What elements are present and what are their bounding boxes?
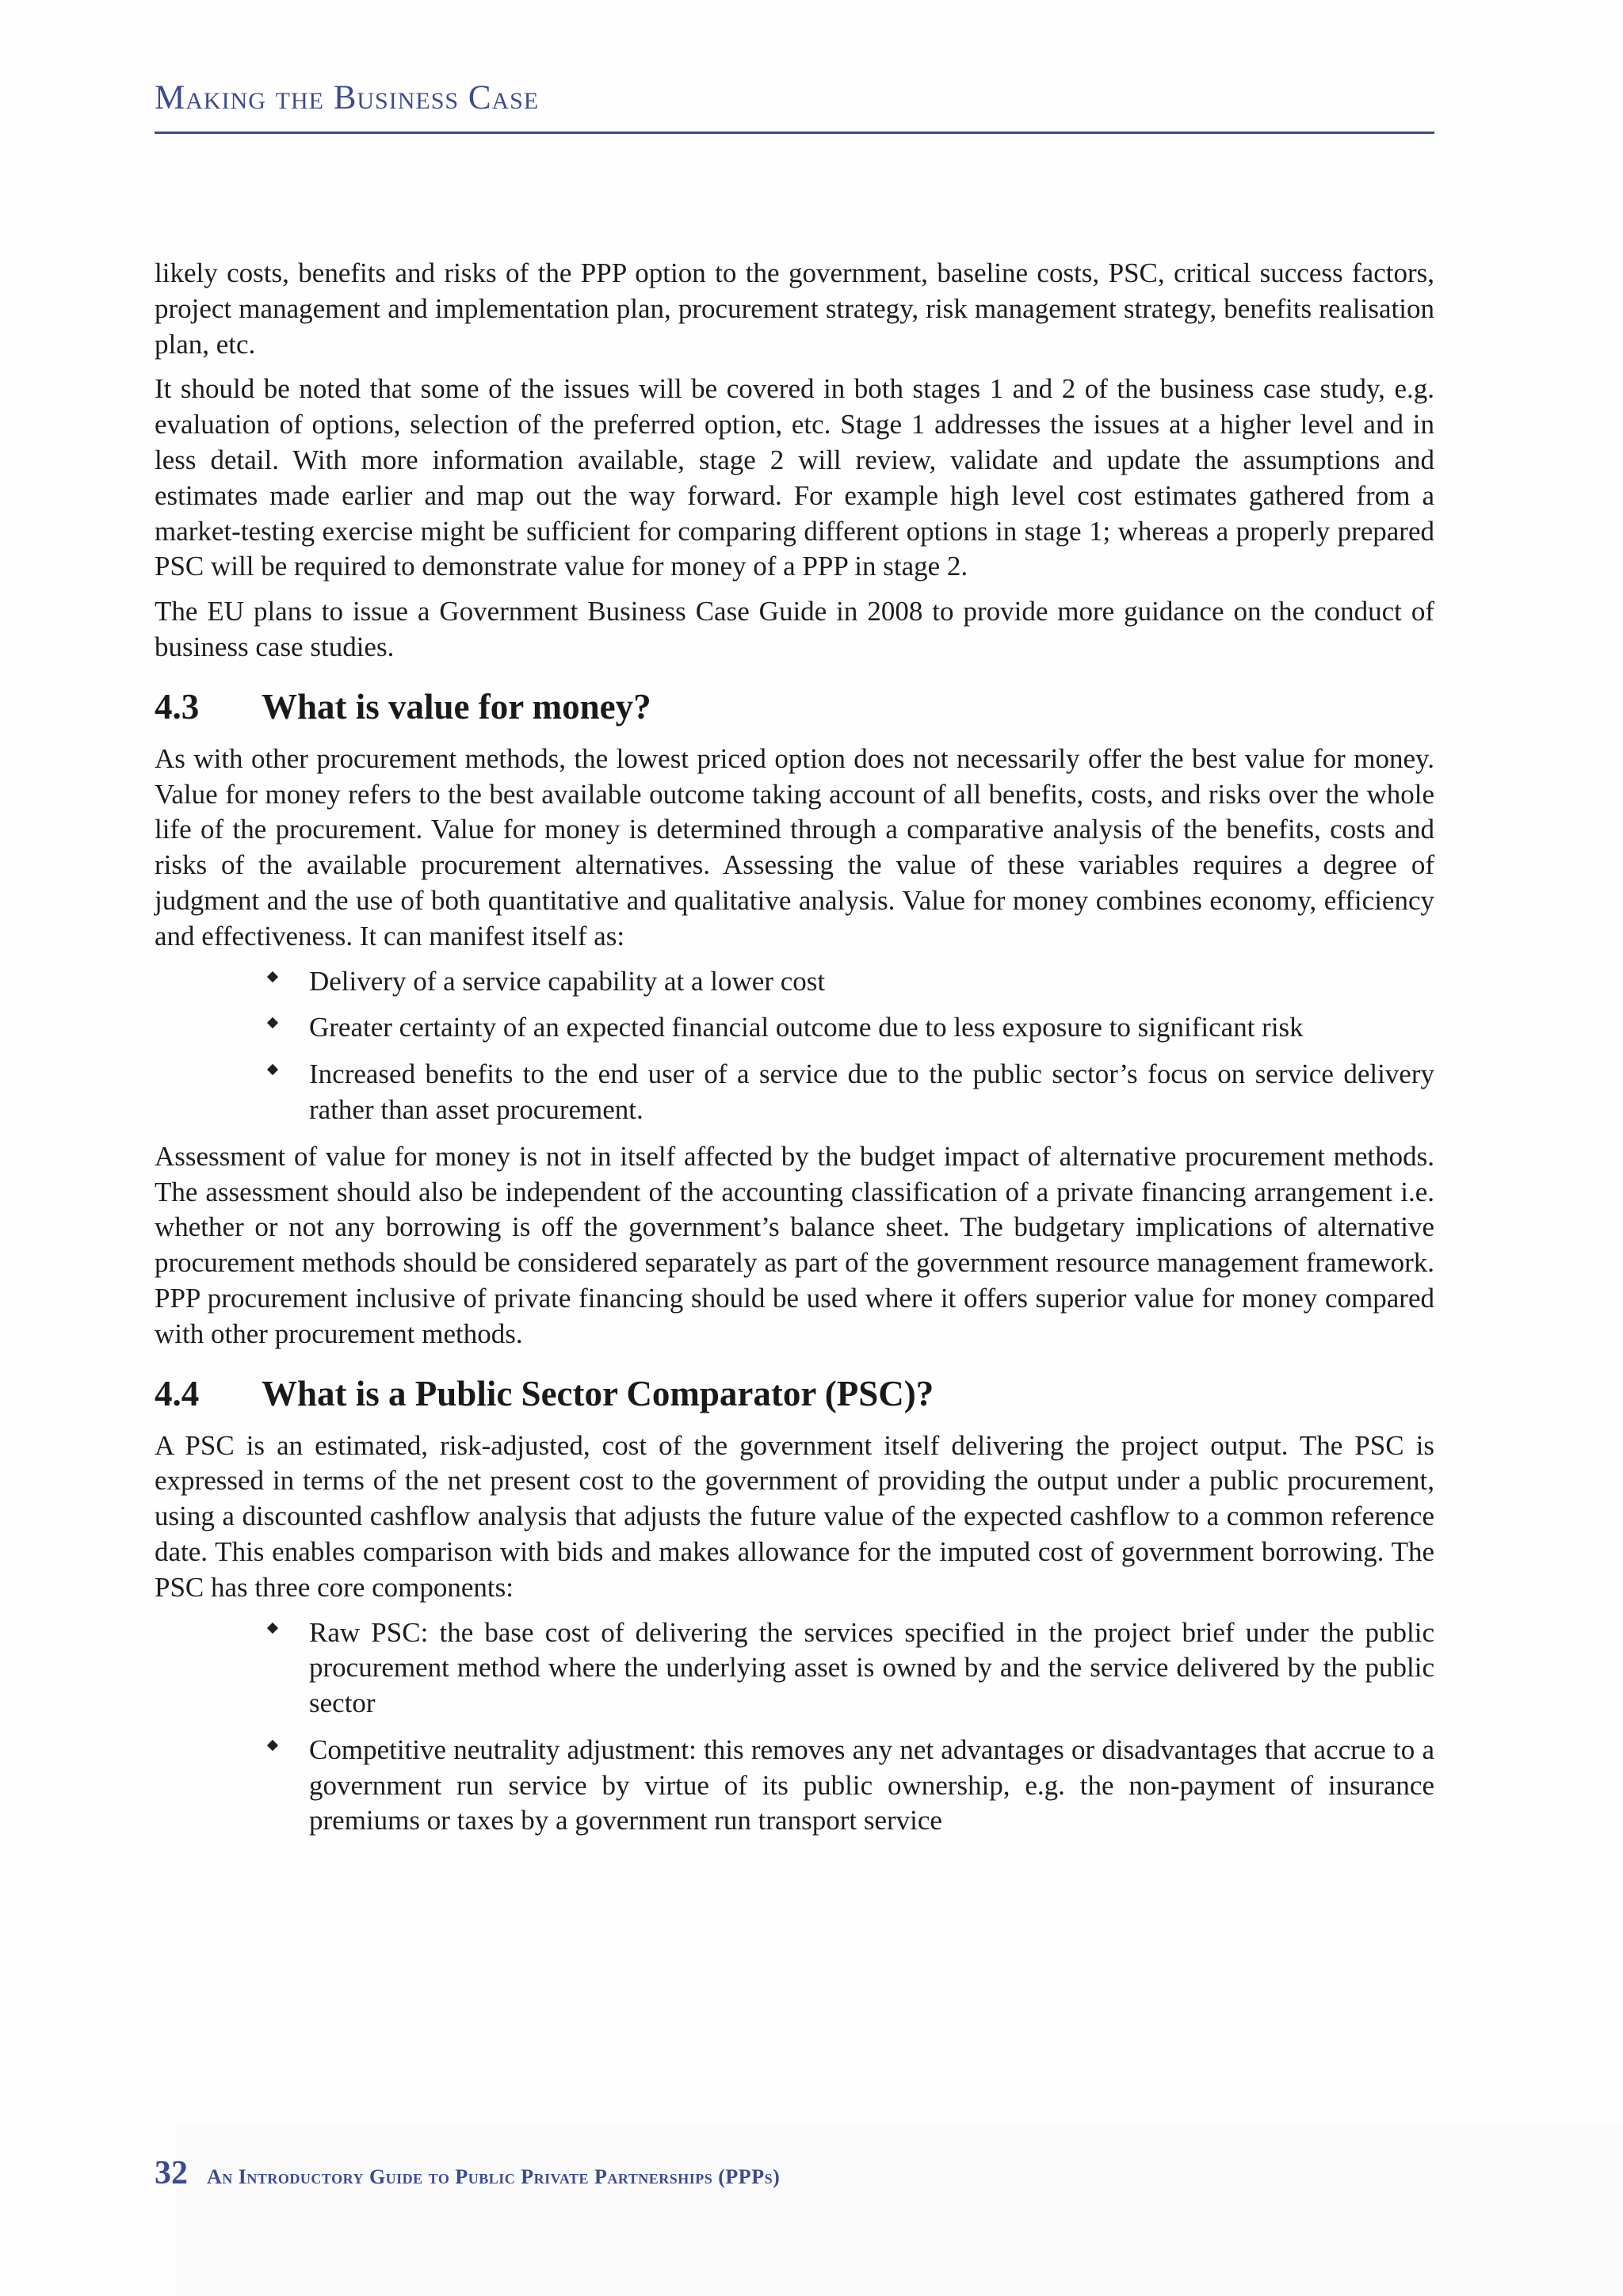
list-item-text: Raw PSC: the base cost of delivering the services specified in the project brief under the public procurement method where the underlying asset is owned by and the service delivered by the public sector: [309, 1616, 1434, 1719]
section-4-3: [155, 685, 1434, 1352]
section-number-4-4: 4.4: [155, 1373, 200, 1413]
section-title-4-4: What is a Public Sector Comparator (PSC)?: [262, 1373, 934, 1413]
section-heading-4-4: [155, 1371, 1434, 1416]
section-title-4-3: What is value for money?: [262, 686, 651, 727]
diamond-bullet-icon: [266, 1622, 279, 1634]
running-footer: [155, 2157, 780, 2190]
value-for-money-assessment-paragraph: Assessment of value for money is not in itself affected by the budget impact of alternative procurement methods. The assessment should also be independent of the accounting classification of a private financing arrangement i.e. whether or not any borrowing is off the government’s balance sheet. The budgetary implications of alternative procurement methods should be considered separately as part of the government resource management framework. PPP procurement inclusive of private financing should be used where it offers superior value for money compared with other procurement methods.: [155, 1140, 1434, 1349]
header-title: Making the Business Case: [155, 79, 540, 116]
diamond-bullet-icon: [266, 1739, 279, 1752]
section-heading-4-3: [155, 685, 1434, 729]
list-item: [155, 964, 1434, 1000]
list-item-text: Greater certainty of an expected financial outcome due to less exposure to significant risk: [309, 1012, 1304, 1043]
running-header: [155, 76, 1434, 134]
paragraph-eu-guide: The EU plans to issue a Government Business Case Guide in 2008 to provide more guidance on the conduct of business case studies.: [155, 596, 1434, 662]
guide-title: An Introductory Guide to Public Private Partnerships (PPPs): [207, 2165, 781, 2188]
paragraph-stages-note: It should be noted that some of the issues will be covered in both stages 1 and 2 of the business case study, e.g. evaluation of options, selection of the preferred option, etc. Stage 1 addresses the issues at a higher level and in less detail. With more information available, stage 2 will review, validate and update the assumptions and estimates made earlier and map out the way forward. For example high level cost estimates gathered from a market-testing exercise might be sufficient for comparing different options in stage 1; whereas a properly prepared PSC will be required to demonstrate value for money of a PPP in stage 2.: [155, 373, 1434, 582]
list-item: [155, 1615, 1434, 1722]
diamond-bullet-icon: [266, 971, 279, 983]
psc-definition-paragraph: A PSC is an estimated, risk-adjusted, cost of the government itself delivering the project output. The PSC is expressed in terms of the net present cost to the government of providing the output under a public procurement, using a discounted cashflow analysis that adjusts the future value of the expected cashflow to a common reference date. This enables comparison with bids and makes allowance for the imputed cost of government borrowing. The PSC has three core components:: [155, 1429, 1434, 1603]
page-shading: [176, 2123, 1623, 2296]
diamond-bullet-icon: [266, 1063, 279, 1076]
value-for-money-list: [155, 964, 1434, 1128]
list-item-text: Increased benefits to the end user of a service due to the public sector’s focus on service delivery rather than asset procurement.: [309, 1058, 1434, 1125]
main-content: [155, 256, 1434, 1850]
section-number-4-3: 4.3: [155, 686, 200, 727]
diamond-bullet-icon: [266, 1016, 279, 1029]
section-4-4: [155, 1371, 1434, 1840]
psc-components-list: [155, 1615, 1434, 1840]
value-for-money-paragraph: As with other procurement methods, the lowest priced option does not necessarily offer the best value for money. Value for money refers to the best available outcome taking account of all benefits, costs, and risks over the whole life of the procurement. Value for money is determined through a comparative analysis of the benefits, costs and risks of the available procurement alternatives. Assessing the value of these variables requires a degree of judgment and the use of both quantitative and qualitative analysis. Value for money combines economy, efficiency and effectiveness. It can manifest itself as:: [155, 742, 1434, 952]
page-number: 32: [155, 2155, 188, 2191]
list-item: [155, 1733, 1434, 1839]
list-item-text: Delivery of a service capability at a lower cost: [309, 965, 826, 997]
list-item: [155, 1010, 1434, 1046]
list-item: [155, 1057, 1434, 1128]
list-item-text: Competitive neutrality adjustment: this removes any net advantages or disadvantages that accrue to a government run service by virtue of its public ownership, e.g. the non-payment of insurance premiums or taxes by a government run transport service: [309, 1733, 1434, 1836]
paragraph-continuation: likely costs, benefits and risks of the PPP option to the government, baseline costs, PSC, critical success factors, project management and implementation plan, procurement strategy, risk management strategy, benefits realisation plan, etc.: [155, 257, 1434, 360]
